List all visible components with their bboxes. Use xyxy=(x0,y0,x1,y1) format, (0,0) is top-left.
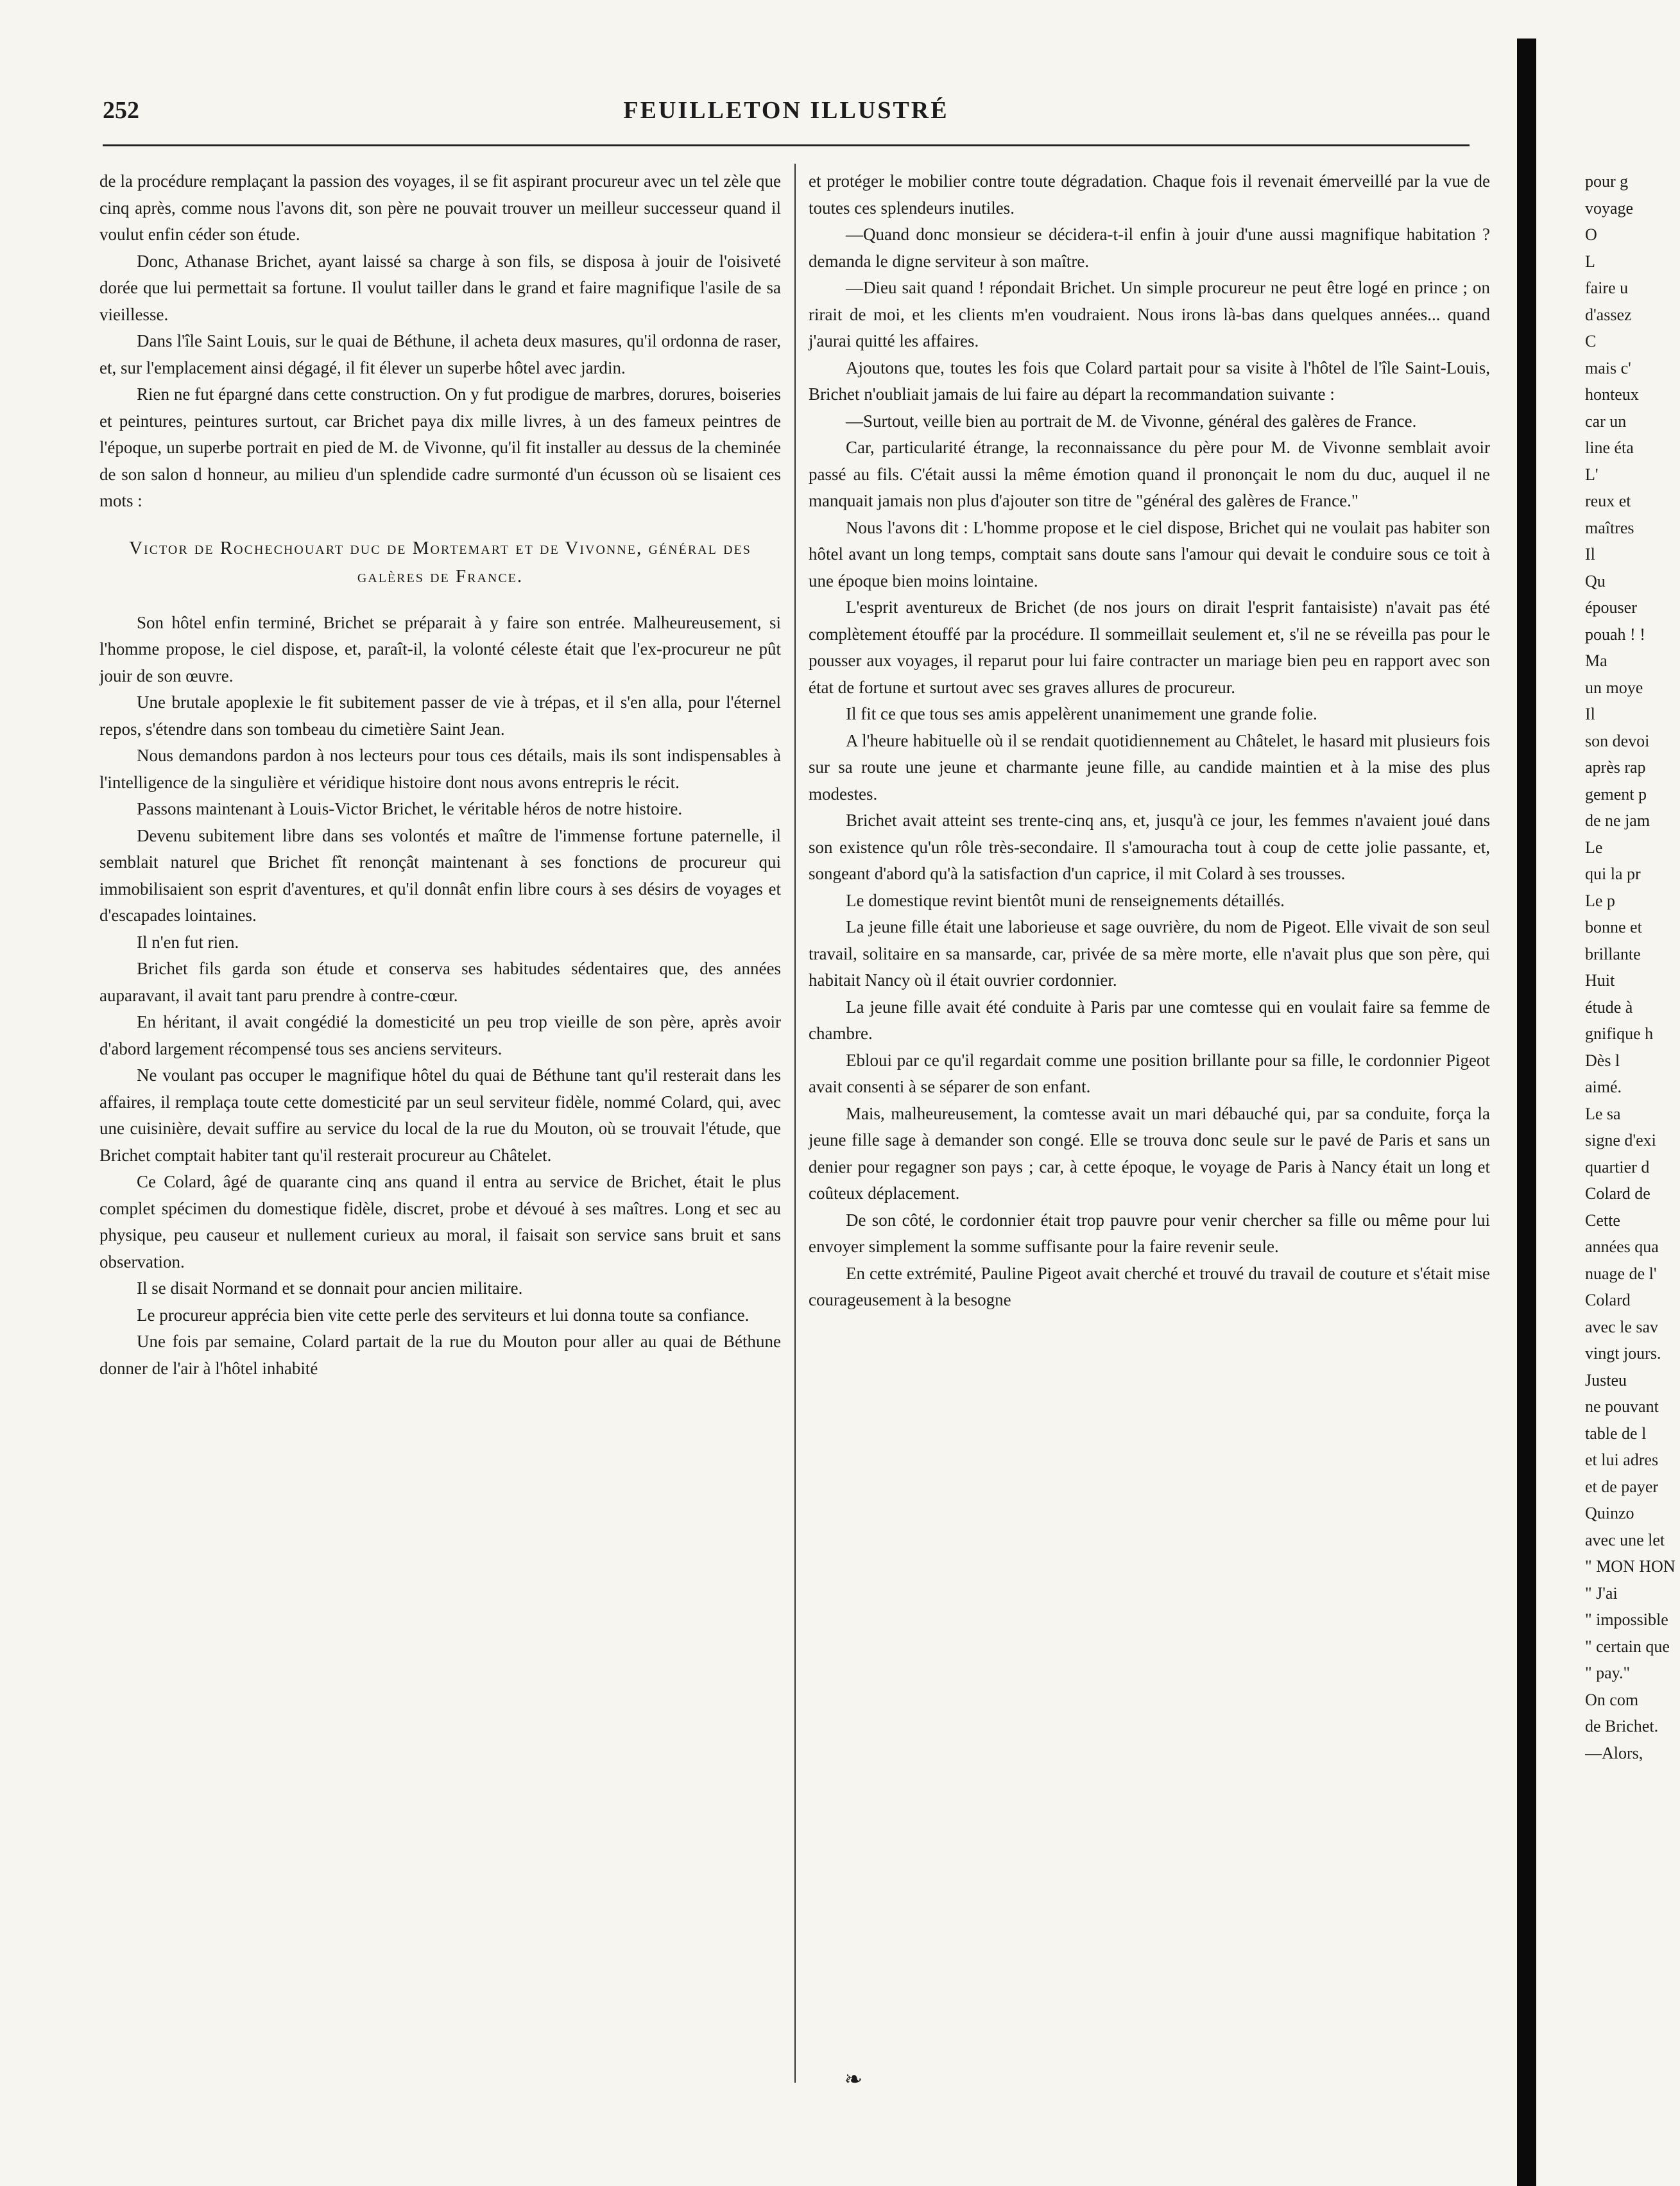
fragment-line: Qu xyxy=(1585,571,1606,590)
paragraph: Il n'en fut rien. xyxy=(137,932,239,952)
fragment-line: brillante xyxy=(1585,944,1641,963)
fragment-line: après rap xyxy=(1585,758,1646,777)
fragment-line: L xyxy=(1585,252,1595,271)
fragment-line: d'assez xyxy=(1585,305,1632,324)
fragment-line: Le p xyxy=(1585,891,1615,910)
fragment-line: et lui adres xyxy=(1585,1450,1659,1469)
fragment-line: Le xyxy=(1585,838,1603,857)
fragment-line: faire u xyxy=(1585,279,1629,297)
fragment-line: gnifique h xyxy=(1585,1024,1654,1043)
fragment-line: O xyxy=(1585,225,1597,244)
left-column xyxy=(99,168,781,1382)
fragment-line: de ne jam xyxy=(1585,811,1650,830)
paragraph: Rien ne fut épargné dans cette construction. On y fut prodigue de marbres, dorures, boiseries et peintures, peintures surtout, car Brichet paya dix mille livres, à un des fameux peintres de l'époque, un superbe portrait en pied de M. de Vivonne, qu'il fit installer au dessus de la cheminée de son salon d honneur, au milieu d'un splendide cadre surmonté d'un écusson où se lisaient ces mots : xyxy=(99,384,781,510)
paragraph: A l'heure habituelle où il se rendait quotidiennement au Châtelet, le hasard mit plusieurs fois sur sa route une jeune et charmante jeune fille, au candide maintien et à la mise des plus modestes. xyxy=(809,730,1490,804)
fragment-line: —Alors, xyxy=(1585,1743,1643,1762)
fragment-line: On com xyxy=(1585,1690,1639,1709)
page-header xyxy=(103,96,1470,135)
fragment-line: Il xyxy=(1585,545,1595,564)
fragment-line: Le sa xyxy=(1585,1104,1621,1123)
adjacent-page-fragment xyxy=(1585,168,1680,1766)
paragraph: Ce Colard, âgé de quarante cinq ans quand il entra au service de Brichet, était le plus complet spécimen du domestique fidèle, discret, probe et dévoué à ses maîtres. Long et sec au physique, peu causeur et nullement curieux au moral, il faisait son service sans bruit et sans observation. xyxy=(99,1172,781,1271)
binding-shadow xyxy=(1517,39,1536,2186)
fragment-line: et de payer xyxy=(1585,1477,1659,1496)
paragraph: En cette extrémité, Pauline Pigeot avait cherché et trouvé du travail de couture et s'était mise courageusement à la besogne xyxy=(809,1263,1490,1309)
fragment-line: maîtres xyxy=(1585,518,1634,537)
column-divider xyxy=(794,164,796,2083)
fragment-line: vingt jours. xyxy=(1585,1344,1661,1363)
fragment-line: Quinzo xyxy=(1585,1504,1634,1522)
paragraph: Ne voulant pas occuper le magnifique hôtel du quai de Béthune tant qu'il resterait dans les affaires, il remplaça toute cette domesticité par un seul serviteur fidèle, nommé Colard, qui, avec une cuisinière, devait suffire au service du local de la rue du Mouton, où se trouvait l'étude, que Brichet comptait habiter tant qu'il resterait procureur au Châtelet. xyxy=(99,1065,781,1165)
paragraph: En héritant, il avait congédié la domesticité un peu trop vieille de son père, après avoir d'abord largement récompensé tous ses anciens serviteurs. xyxy=(99,1012,781,1058)
right-column xyxy=(809,168,1490,1314)
paragraph: Son hôtel enfin terminé, Brichet se préparait à y faire son entrée. Malheureusement, si l'homme propose, le ciel dispose, et, paraît-il, la volonté céleste était que l'ex-procureur ne pût jouir de son œuvre. xyxy=(99,612,781,685)
paragraph: L'esprit aventureux de Brichet (de nos jours on dirait l'esprit fantaisiste) n'avait pas été complètement étouffé par la procédure. Il sommeillait seulement et, s'il ne se réveilla pas pour le pousser aux voyages, il reparut pour lui faire contracter un mariage bien peu en rapport avec son état de fortune et surtout avec ses graves allures de procureur. xyxy=(809,598,1490,697)
fragment-line: avec une let xyxy=(1585,1530,1665,1549)
fragment-line: " certain que xyxy=(1585,1637,1670,1656)
fragment-line: de Brichet. xyxy=(1585,1717,1659,1735)
fragment-line: nuage de l' xyxy=(1585,1264,1657,1283)
fragment-line: son devoi xyxy=(1585,731,1650,750)
fragment-line: signe d'exi xyxy=(1585,1131,1656,1149)
fragment-line: " impossible xyxy=(1585,1610,1668,1629)
paragraph: Passons maintenant à Louis-Victor Brichet, le véritable héros de notre histoire. xyxy=(137,799,683,818)
fragment-line: car un xyxy=(1585,411,1627,431)
fragment-line: avec le sav xyxy=(1585,1317,1659,1336)
paragraph: Dans l'île Saint Louis, sur le quai de Béthune, il acheta deux masures, qu'il ordonna de raser, et, sur l'emplacement ainsi dégagé, il fit élever un superbe hôtel avec jardin. xyxy=(99,331,781,377)
running-title: FEUILLETON ILLUSTRÉ xyxy=(623,97,949,124)
paragraph: —Quand donc monsieur se décidera-t-il enfin à jouir d'une aussi magnifique habitation ? demanda le digne serviteur à son maître. xyxy=(809,225,1490,271)
fragment-line: qui la pr xyxy=(1585,865,1641,883)
paragraph: Le domestique revint bientôt muni de renseignements détaillés. xyxy=(846,890,1285,910)
fragment-line: C xyxy=(1585,332,1597,350)
fragment-line: Ma xyxy=(1585,651,1607,670)
fragment-line: Justeu xyxy=(1585,1370,1627,1390)
fragment-line: Dès l xyxy=(1585,1051,1620,1070)
paragraph: Le procureur apprécia bien vite cette perle des serviteurs et lui donna toute sa confiance. xyxy=(137,1305,750,1325)
fragment-line: Huit xyxy=(1585,971,1615,990)
paragraph: —Surtout, veille bien au portrait de M. de Vivonne, général des galères de France. xyxy=(846,411,1417,431)
fragment-line: honteux xyxy=(1585,385,1639,404)
fragment-line: " J'ai xyxy=(1585,1583,1618,1603)
fragment-line: " pay." xyxy=(1585,1664,1631,1682)
fragment-line: gement p xyxy=(1585,784,1647,804)
fragment-line: Colard de xyxy=(1585,1184,1650,1203)
paragraph: Brichet fils garda son étude et conserva ses habitudes sédentaires que, des années auparavant, il avait tant paru prendre à contre-cœur. xyxy=(99,959,781,1005)
fragment-line: épouser xyxy=(1585,598,1637,617)
fragment-line: " MON HON xyxy=(1585,1557,1676,1576)
page-number: 252 xyxy=(103,97,139,124)
paragraph: Brichet avait atteint ses trente-cinq ans, et, jusqu'à ce jour, les femmes n'avaient joué dans son existence qu'un rôle très-secondaire. Il s'amouracha tout à coup de cette jolie passante, et, songeant d'abord qu'à la satisfaction d'un caprice, il mit Colard à ses trousses. xyxy=(809,811,1490,883)
fragment-line: bonne et xyxy=(1585,918,1642,936)
paragraph: Mais, malheureusement, la comtesse avait un mari débauché qui, par sa conduite, força la jeune fille sage à demander son congé. Elle se trouva donc seule sur le pavé de Paris et sans un denier pour regagner son pays ; car, à cette époque, le voyage de Paris à Nancy était un long et coûteux déplacement. xyxy=(809,1103,1490,1203)
paragraph: Nous l'avons dit : L'homme propose et le ciel dispose, Brichet qui ne voulait pas habiter son hôtel avant un long temps, comptait sans doute sans l'amour qui devait le conduire sous ce toit à une époque bien moins lointaine. xyxy=(809,517,1490,590)
portrait-inscription: Victor de Rochechouart duc de Mortemart et de Vivonne, général des galères de France. xyxy=(129,537,751,587)
header-rule xyxy=(103,144,1470,146)
ornament-mark: ❧ xyxy=(844,2068,863,2092)
paragraph: Car, particularité étrange, la reconnaissance du père pour M. de Vivonne semblait avoir passé au fils. C'était aussi la même émotion quand il prononçait le nom du duc, auquel il ne manquait jamais non plus d'ajouter son titre de "général des galères de France." xyxy=(809,438,1490,510)
fragment-line: L' xyxy=(1585,465,1599,484)
fragment-line: étude à xyxy=(1585,997,1633,1017)
paragraph: Donc, Athanase Brichet, ayant laissé sa charge à son fils, se disposa à jouir de l'oisiveté dorée que lui permettait sa fortune. Il voulut tailler dans le grand et faire magnifique l'asile de sa vieillesse. xyxy=(99,251,781,324)
fragment-line: mais c' xyxy=(1585,358,1631,377)
fragment-line: aimé. xyxy=(1585,1078,1622,1096)
fragment-line: Cette xyxy=(1585,1210,1620,1230)
paragraph: —Dieu sait quand ! répondait Brichet. Un simple procureur ne peut être logé en prince ; on rirait de moi, et les clients m'en voudraient. Nous irons là-bas dans quelques années... quand j'aurai quitté les affaires. xyxy=(809,278,1490,350)
fragment-line: un moye xyxy=(1585,678,1643,697)
paragraph: Il fit ce que tous ses amis appelèrent unanimement une grande folie. xyxy=(846,704,1317,723)
fragment-line: reux et xyxy=(1585,492,1631,510)
paragraph: de la procédure remplaçant la passion des voyages, il se fit aspirant procureur avec un tel zèle que cinq après, comme nous l'avons dit, son père ne pouvait trouver un meilleur successeur quand il voulut enfin céder son étude. xyxy=(99,171,781,244)
paragraph: Nous demandons pardon à nos lecteurs pour tous ces détails, mais ils sont indispensables à l'intelligence de la singulière et véridique histoire dont nous avons entrepris le récit. xyxy=(99,746,781,792)
fragment-line: années qua xyxy=(1585,1237,1659,1256)
fragment-line: table de l xyxy=(1585,1424,1647,1443)
fragment-line: line éta xyxy=(1585,438,1634,457)
fragment-line: pour g xyxy=(1585,172,1629,191)
fragment-line: quartier d xyxy=(1585,1157,1650,1176)
paragraph: De son côté, le cordonnier était trop pauvre pour venir chercher sa fille ou même pour lui envoyer simplement la somme suffisante pour la faire revenir seule. xyxy=(809,1210,1490,1256)
fragment-line: voyage xyxy=(1585,198,1634,218)
fragment-line: Il xyxy=(1585,705,1595,723)
fragment-line: Colard xyxy=(1585,1291,1631,1309)
paragraph: La jeune fille était une laborieuse et sage ouvrière, du nom de Pigeot. Elle vivait de son seul travail, solitaire en sa mansarde, car, privée de sa mère morte, elle n'avait plus que son père, qui habitait Nancy où il était ouvrier cordonnier. xyxy=(809,917,1490,990)
fragment-line: pouah ! ! xyxy=(1585,624,1645,644)
paragraph: La jeune fille avait été conduite à Paris par une comtesse qui en voulait faire sa femme de chambre. xyxy=(809,997,1490,1043)
fragment-line: ne pouvant xyxy=(1585,1397,1659,1416)
paragraph: Une brutale apoplexie le fit subitement passer de vie à trépas, et il s'en alla, pour l'éternel repos, s'étendre dans son tombeau du cimetière Saint Jean. xyxy=(99,693,781,739)
paragraph: Une fois par semaine, Colard partait de la rue du Mouton pour aller au quai de Béthune donner de l'air à l'hôtel inhabité xyxy=(99,1332,781,1378)
paragraph: Devenu subitement libre dans ses volontés et maître de l'immense fortune paternelle, il semblait naturel que Brichet fît renonçât maintenant à ses fonctions de procureur qui immobilisaient son esprit d'aventures, et qu'il donnât enfin libre cours à ses désirs de voyages et d'escapades lointaines. xyxy=(99,825,781,925)
paragraph: Ebloui par ce qu'il regardait comme une position brillante pour sa fille, le cordonnier Pigeot avait consenti à se séparer de son enfant. xyxy=(809,1050,1490,1096)
paragraph: et protéger le mobilier contre toute dégradation. Chaque fois il revenait émerveillé par la vue de toutes ces splendeurs inutiles. xyxy=(809,171,1490,218)
paragraph: Il se disait Normand et se donnait pour ancien militaire. xyxy=(137,1278,523,1298)
paragraph: Ajoutons que, toutes les fois que Colard partait pour sa visite à l'hôtel de l'île Saint-Louis, Brichet n'oubliait jamais de lui faire au départ la recommandation suivante : xyxy=(809,357,1490,404)
